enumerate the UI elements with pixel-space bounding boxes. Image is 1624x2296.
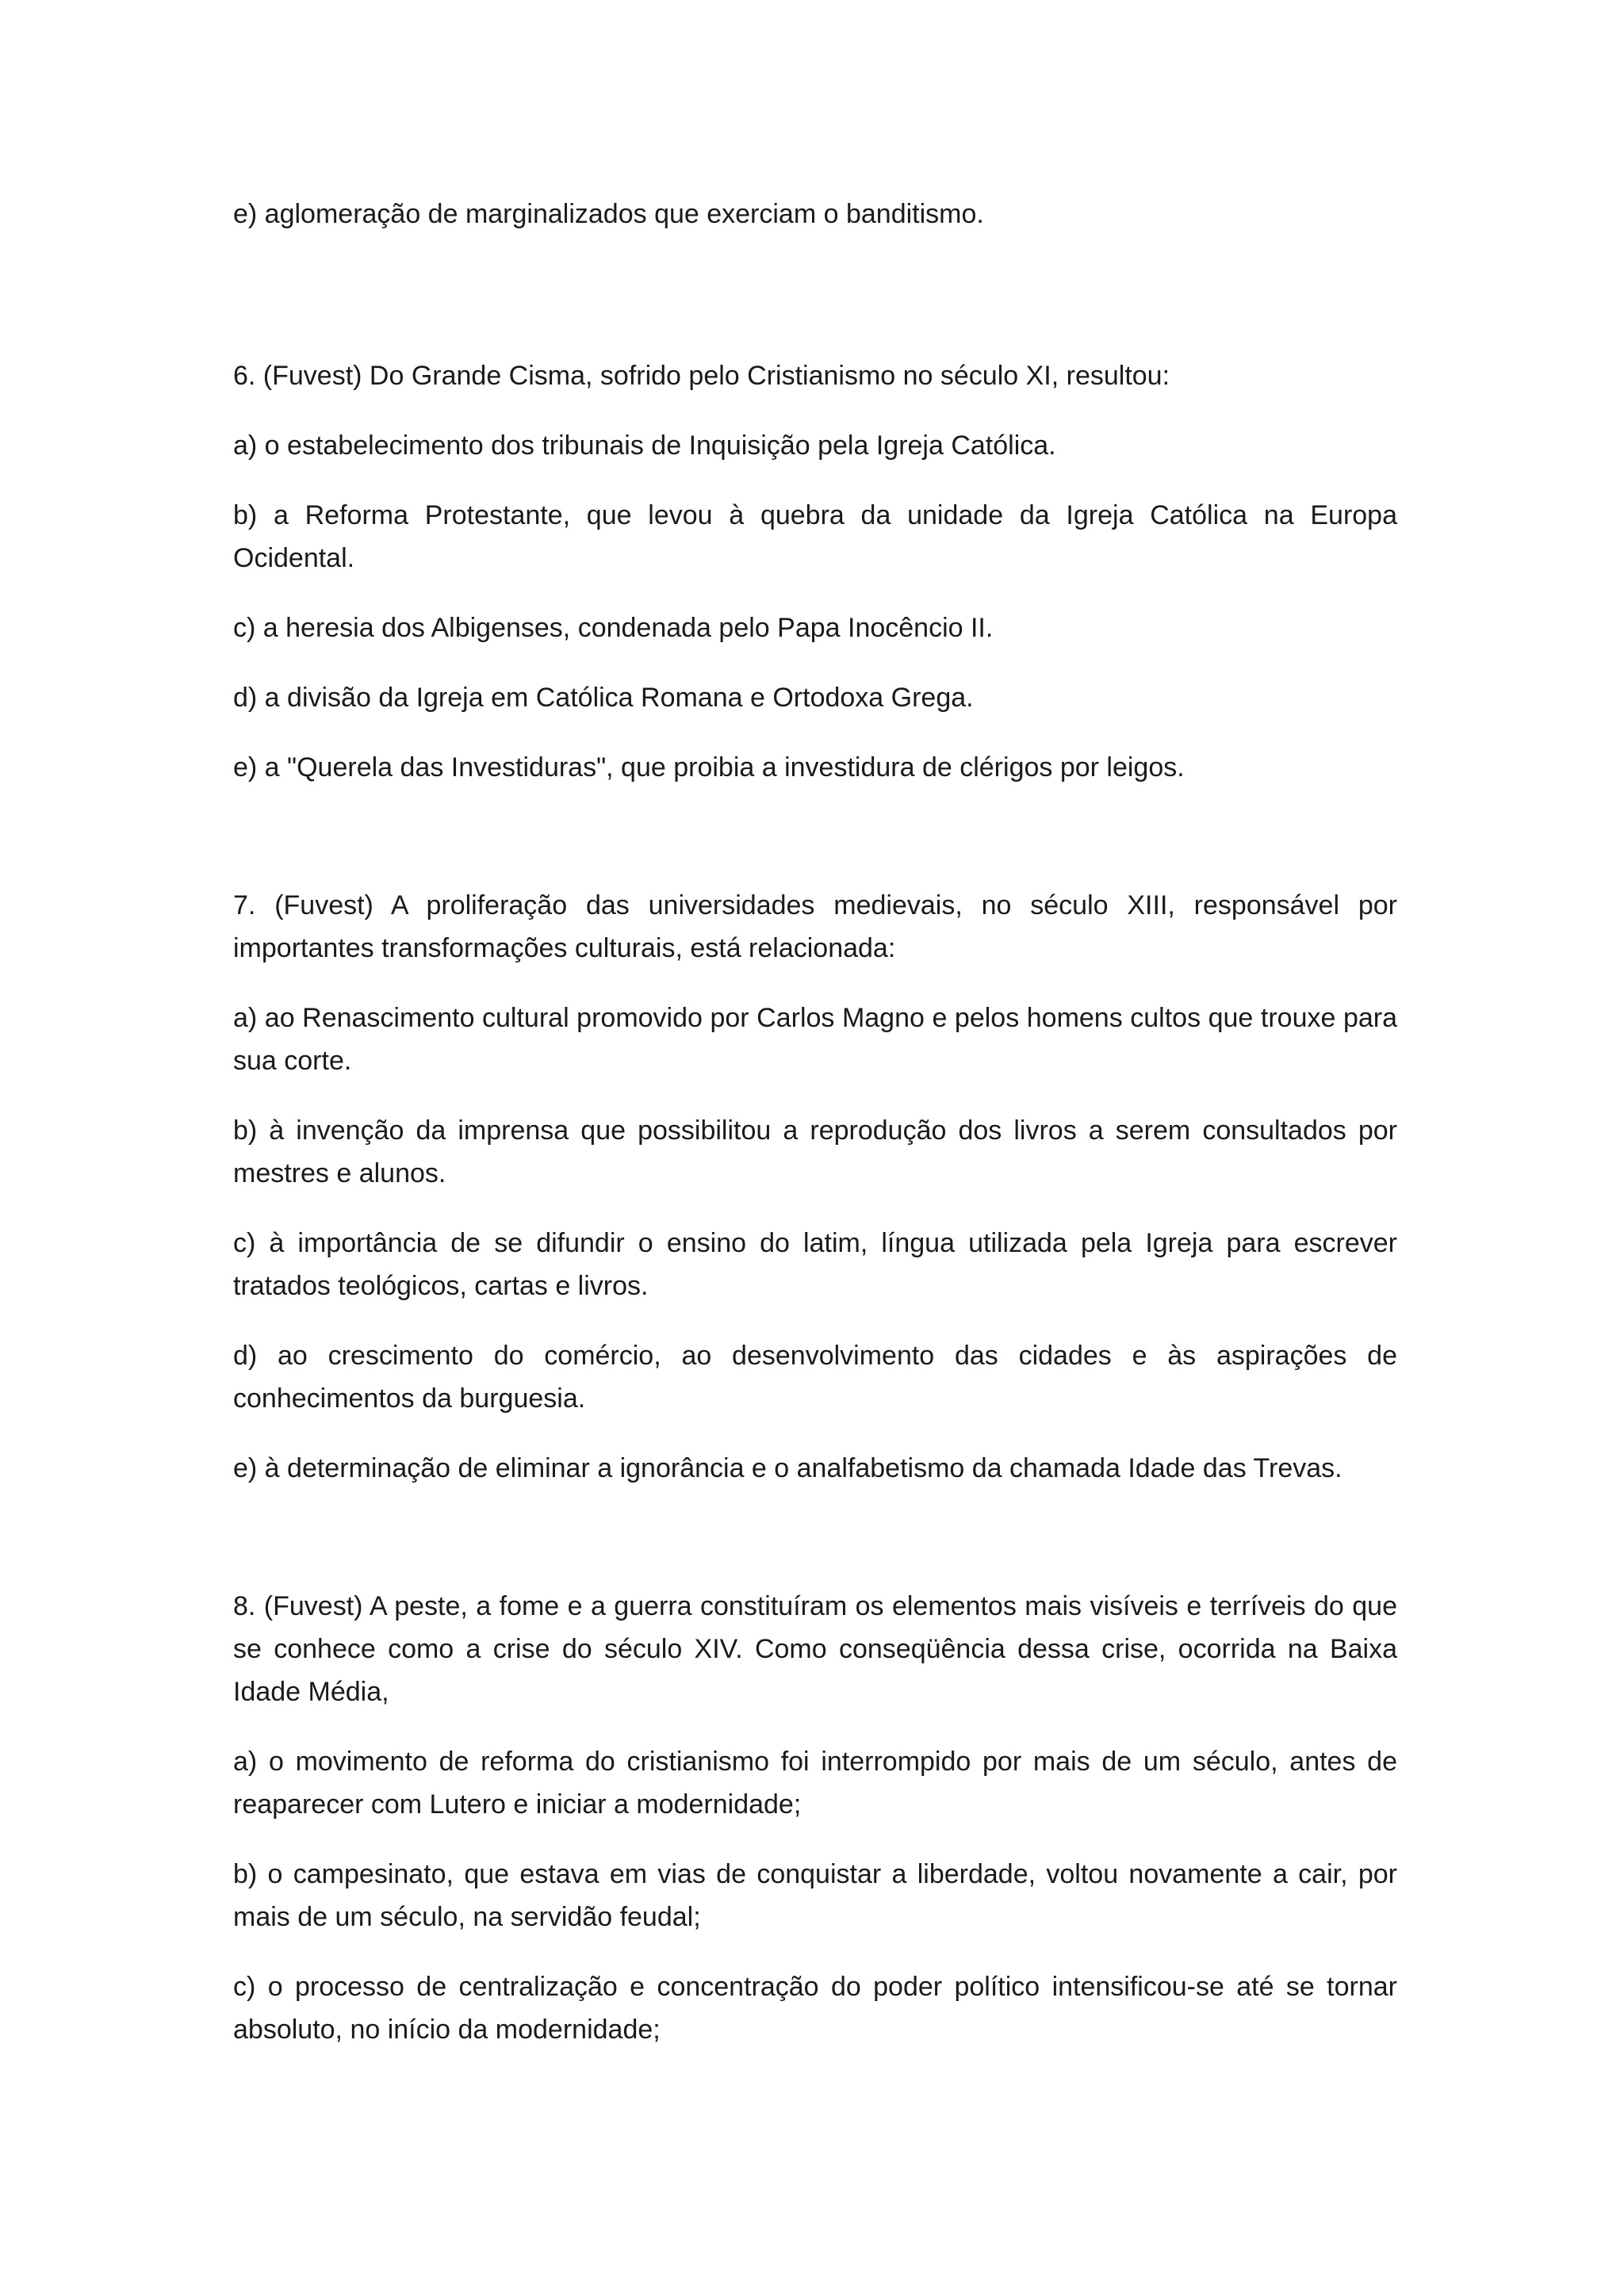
option-d: d) ao crescimento do comércio, ao desenvolvimento das cidades e às aspirações de conhecimentos da burguesia. (233, 1341, 1397, 1414)
option-c: c) a heresia dos Albigenses, condenada pelo Papa Inocêncio II. (233, 613, 994, 643)
option-e: e) à determinação de eliminar a ignorância e o analfabetismo da chamada Idade das Trevas. (233, 1453, 1342, 1483)
option-b: b) a Reforma Protestante, que levou à quebra da unidade da Igreja Católica na Europa Ocidental. (233, 500, 1397, 573)
option-b: b) à invenção da imprensa que possibilitou a reprodução dos livros a serem consultados por mestres e alunos. (233, 1115, 1397, 1188)
option-d: d) a divisão da Igreja em Católica Romana e Ortodoxa Grega. (233, 683, 974, 713)
question-stem: 6. (Fuvest) Do Grande Cisma, sofrido pelo Cristianismo no século XI, resultou: (233, 361, 1170, 391)
question-8 (233, 1585, 1397, 2051)
option-c: c) o processo de centralização e concentração do poder político intensificou-se até se tornar absoluto, no início da modernidade; (233, 1972, 1397, 2045)
document-body (233, 193, 1397, 2078)
option-a: a) o movimento de reforma do cristianismo foi interrompido por mais de um século, antes de reaparecer com Lutero e iniciar a modernidade; (233, 1747, 1397, 1820)
question-6 (233, 354, 1397, 789)
option-c: c) à importância de se difundir o ensino do latim, língua utilizada pela Igreja para escrever tratados teológicos, cartas e livros. (233, 1228, 1397, 1301)
prev-question-option-e: e) aglomeração de marginalizados que exerciam o banditismo. (233, 199, 984, 229)
question-stem: 7. (Fuvest) A proliferação das universidades medievais, no século XIII, responsável por importantes transformações culturais, está relacionada: (233, 890, 1397, 963)
option-b: b) o campesinato, que estava em vias de conquistar a liberdade, voltou novamente a cair, por mais de um século, na servidão feudal; (233, 1859, 1397, 1932)
question-7 (233, 884, 1397, 1490)
question-stem: 8. (Fuvest) A peste, a fome e a guerra constituíram os elementos mais visíveis e terríveis do que se conhece como a crise do século XIV. Como conseqüência dessa crise, ocorrida na Baixa Idade Média, (233, 1591, 1397, 1707)
option-a: a) ao Renascimento cultural promovido por Carlos Magno e pelos homens cultos que trouxe para sua corte. (233, 1003, 1397, 1076)
option-e: e) a "Querela das Investiduras", que proibia a investidura de clérigos por leigos. (233, 752, 1185, 783)
option-a: a) o estabelecimento dos tribunais de Inquisição pela Igreja Católica. (233, 430, 1056, 461)
